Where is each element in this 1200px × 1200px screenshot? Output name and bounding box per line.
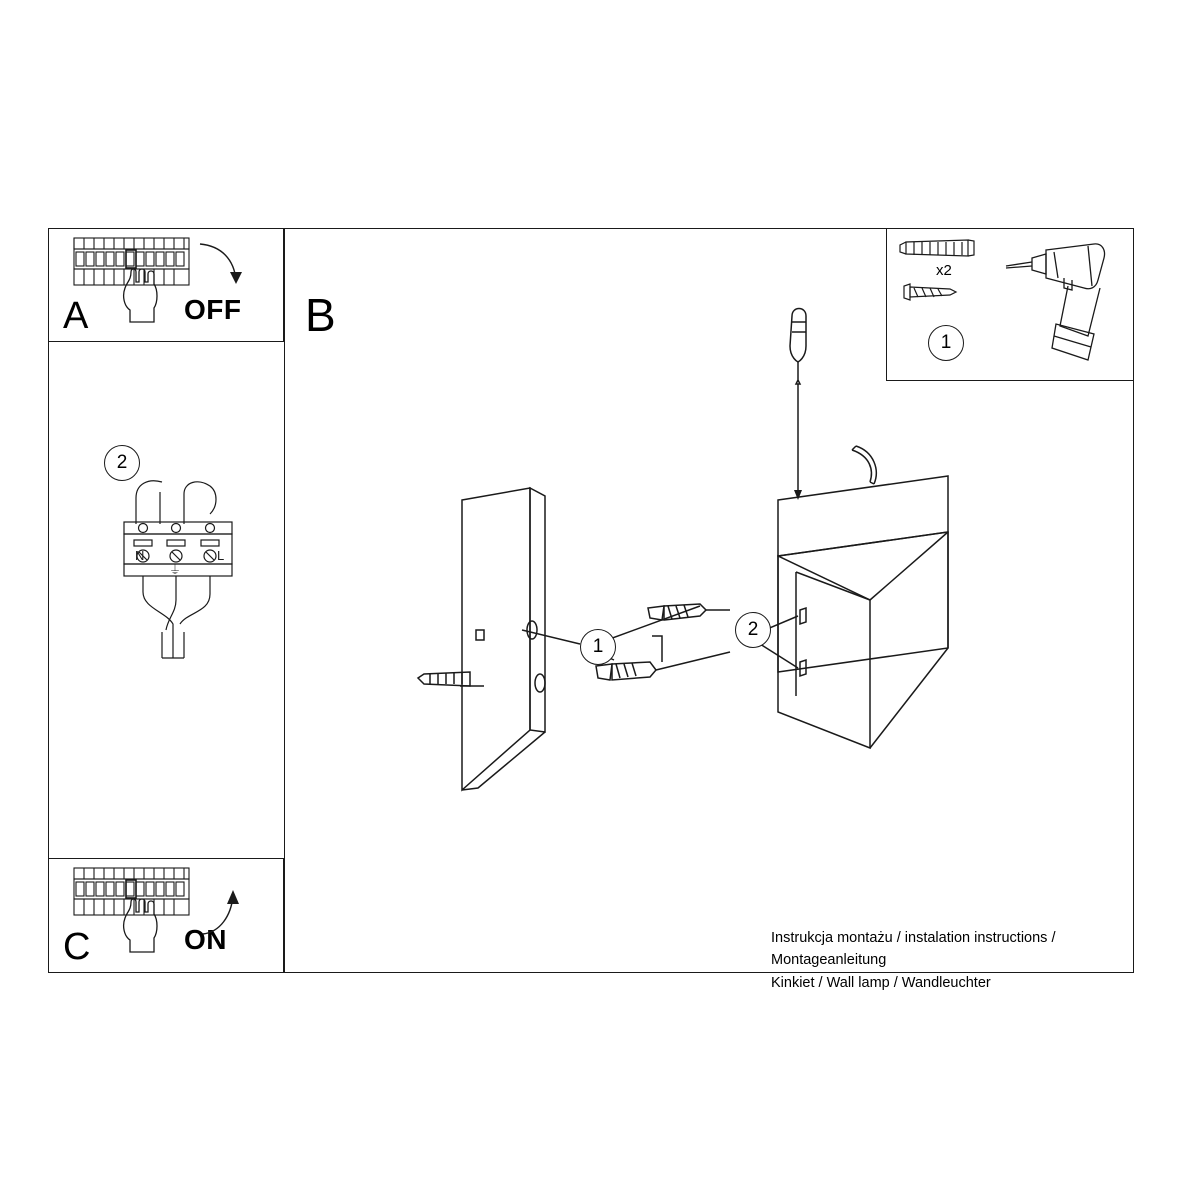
panel-c-letter: C (63, 926, 91, 968)
terminal-label-n: N (135, 548, 145, 563)
panel-a-letter: A (63, 295, 89, 337)
tools-step-number: 1 (928, 325, 964, 361)
panel-a-action-label: OFF (184, 294, 242, 325)
terminal-block-icon (118, 472, 298, 662)
terminal-step-number: 2 (104, 445, 140, 481)
footer-caption (771, 927, 1141, 994)
footer-line-1: Instrukcja montażu / instalation instructions / Montageanleitung (771, 930, 1056, 969)
wall-plug-icon (898, 232, 1018, 268)
circuit-breaker-hand-on-icon (70, 862, 270, 962)
main-step-2: 2 (735, 612, 771, 648)
plug-quantity-label: x2 (936, 262, 952, 279)
drill-icon (1002, 240, 1122, 365)
circuit-breaker-hand-off-icon (70, 232, 270, 332)
wall-lamp-exploded-diagram (400, 300, 1020, 860)
panel-c-action-label: ON (184, 924, 227, 955)
ground-symbol: ⏚ (169, 563, 182, 577)
panel-b-letter: B (305, 289, 336, 341)
terminal-label-l: L (217, 548, 225, 563)
footer-line-2: Kinkiet / Wall lamp / Wandleuchter (771, 974, 991, 991)
main-step-1: 1 (580, 629, 616, 665)
